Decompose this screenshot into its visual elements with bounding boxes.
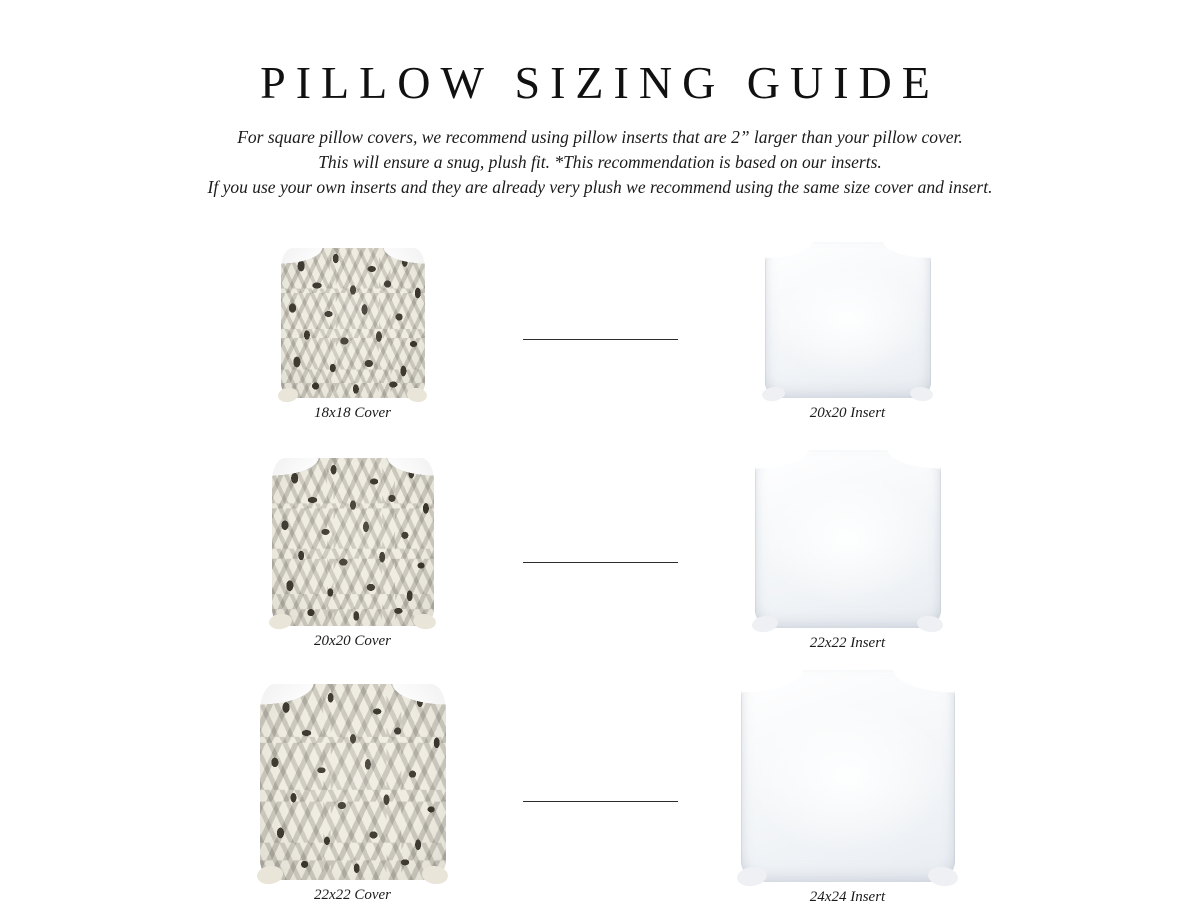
- cover-cell-2: [183, 436, 523, 650]
- cover-label-1: 18x18 Cover: [313, 405, 392, 421]
- connector-line-3: [523, 801, 678, 802]
- intro-line-3: If you use your own inserts and they are already very plush we recommend using the same size cover and insert.: [207, 177, 993, 197]
- intro-line-1: For square pillow covers, we recommend using pillow inserts that are 2” larger than your pillow cover.: [237, 127, 963, 147]
- patterned-pillow-icon: [281, 248, 425, 398]
- connector-line-2: [523, 562, 678, 563]
- cover-label-2: 20x20 Cover: [313, 633, 392, 649]
- cover-cell-3: [183, 664, 523, 904]
- page-title: PILLOW SIZING GUIDE: [260, 57, 940, 108]
- cover-cell-1: [183, 222, 523, 422]
- patterned-pillow-icon: [272, 458, 434, 626]
- comparison-row-2: [0, 436, 1200, 652]
- white-pillow-icon: [755, 450, 941, 628]
- insert-label-2: 22x22 Insert: [809, 635, 886, 651]
- cover-label-3: 22x22 Cover: [313, 887, 392, 903]
- patterned-pillow-icon: [260, 684, 446, 880]
- connector-line-1: [523, 339, 678, 340]
- white-pillow-icon: [741, 670, 955, 882]
- intro-paragraph: [0, 109, 1200, 200]
- comparison-row-3: [0, 664, 1200, 906]
- comparison-row-1: [0, 222, 1200, 422]
- insert-cell-2: [678, 436, 1018, 652]
- intro-line-2: This will ensure a snug, plush fit. *This recommendation is based on our inserts.: [318, 152, 882, 172]
- insert-cell-1: [678, 222, 1018, 422]
- insert-label-3: 24x24 Insert: [809, 889, 886, 905]
- insert-label-1: 20x20 Insert: [809, 405, 886, 421]
- insert-cell-3: [678, 664, 1018, 906]
- comparison-rows: [0, 222, 1200, 906]
- white-pillow-icon: [765, 242, 931, 398]
